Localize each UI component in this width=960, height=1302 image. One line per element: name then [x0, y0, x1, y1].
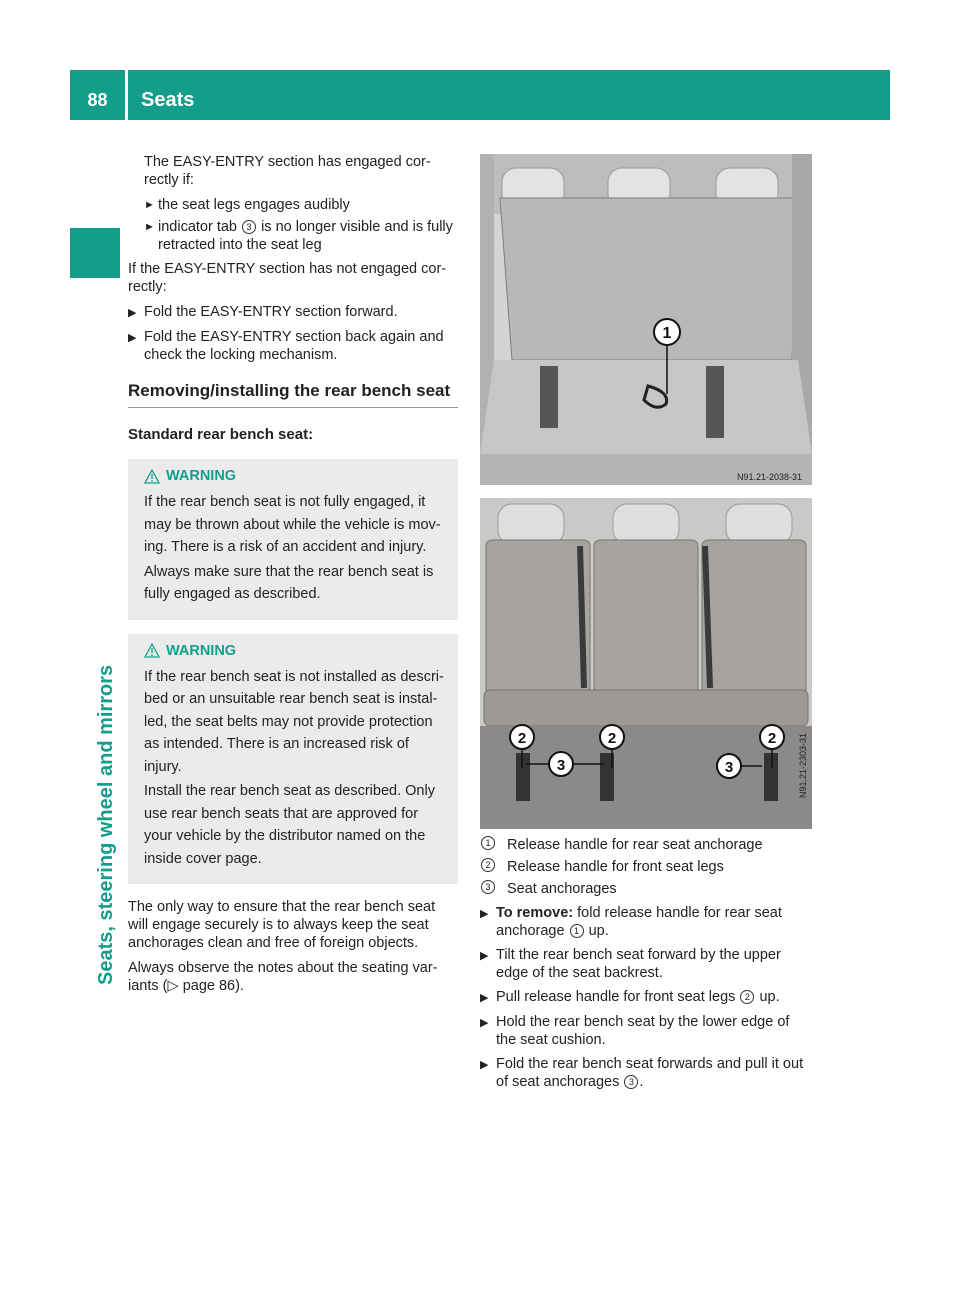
page-ref-arrow-icon: ▷ — [167, 978, 179, 994]
bullet-item: ► the seat legs engages audibly — [144, 197, 350, 213]
legend-item: 3 Seat anchorages — [480, 880, 812, 898]
heading-rule — [128, 407, 458, 408]
not-engaged-paragraph: If the EASY-ENTRY section has not engaged cor-rectly: — [128, 261, 447, 295]
callout-2-label: 2 — [517, 730, 527, 747]
step-arrow-icon: ▶ — [480, 1017, 489, 1029]
step-item: ▶ Fold the rear bench seat forwards and pull it out of seat anchorages 3 . — [480, 1056, 804, 1090]
step-item: ▶ Pull release handle for front seat legs 2 up. — [480, 989, 780, 1005]
header-divider — [125, 70, 128, 120]
callout-1-icon: 1 — [570, 924, 584, 938]
bullet-item: ► indicator tab 3 is no longer visible and is fully retracted into the seat leg — [144, 219, 453, 253]
legend-item: 2 Release handle for front seat legs — [480, 858, 812, 876]
step-arrow-icon: ▶ — [480, 908, 489, 920]
callout-3-icon: 3 — [624, 1075, 638, 1089]
step-item: ▶ Fold the EASY-ENTRY section back again and check the locking mechanism. — [128, 329, 444, 363]
step-item: ▶ Fold the EASY-ENTRY section forward. — [128, 304, 398, 320]
warning-title: WARNING — [166, 642, 237, 659]
callout-2-icon: 2 — [481, 858, 495, 872]
callout-2-label: 2 — [767, 730, 777, 747]
section-tab-marker — [70, 228, 120, 278]
section-heading: Removing/installing the rear bench seat — [128, 381, 451, 400]
warning-triangle-icon — [144, 469, 160, 484]
section-title-vertical: Seats, steering wheel and mirrors — [95, 664, 117, 985]
warning-text: Install the rear bench seat as described. Only use rear bench seats that are approved for your vehicle by the distributor named on the inside cover page. — [144, 783, 435, 867]
legend-item: 1 Release handle for rear seat anchorage — [480, 836, 812, 854]
step-item: ▶ To remove: fold release handle for rear seat anchorage 1 up. — [480, 905, 782, 939]
rear-bench-rear-view-image — [480, 154, 812, 485]
callout-3-label: 3 — [724, 759, 734, 776]
step-arrow-icon: ▶ — [128, 332, 137, 344]
warning-box — [128, 634, 458, 885]
callout-1-label: 1 — [662, 325, 672, 342]
warning-text: If the rear bench seat is not installed as descri-bed or an unsuitable rear bench seat is instal-led, the seat belts may not provide protection as intended. There is an increased risk of injury. — [144, 668, 444, 775]
callout-3-icon: 3 — [242, 220, 256, 234]
step-item: ▶ Hold the rear bench seat by the lower edge of the seat cushion. — [480, 1014, 790, 1048]
callout-1-icon: 1 — [481, 836, 495, 850]
rear-bench-front-view-image — [480, 498, 812, 829]
body-paragraph: The only way to ensure that the rear bench seat will engage securely is to always keep the seat anchorages clean and free of foreign objects. — [128, 899, 436, 951]
warning-triangle-icon — [144, 643, 160, 658]
warning-text: If the rear bench seat is not fully engaged, it may be thrown about while the vehicle is mov-ing. There is a risk of an accident and injury. — [144, 494, 441, 555]
callout-2-label: 2 — [607, 730, 617, 747]
step-arrow-icon: ▶ — [480, 992, 489, 1004]
right-column — [480, 836, 812, 1097]
image-code: N91.21-2303-31 — [798, 732, 808, 798]
page-title: Seats — [141, 89, 195, 111]
callout-3-icon: 3 — [481, 880, 495, 894]
bullet-icon: ► — [144, 199, 155, 211]
step-arrow-icon: ▶ — [480, 950, 489, 962]
step-item: ▶ Tilt the rear bench seat forward by the upper edge of the seat backrest. — [480, 947, 781, 981]
step-arrow-icon: ▶ — [480, 1059, 489, 1071]
intro-paragraph: The EASY-ENTRY section has engaged cor-rectly if: — [144, 154, 431, 188]
page-number: 88 — [87, 90, 108, 110]
warning-title: WARNING — [166, 468, 237, 484]
callout-2-icon: 2 — [740, 990, 754, 1004]
bullet-icon: ► — [144, 221, 155, 233]
step-arrow-icon: ▶ — [128, 307, 137, 319]
warning-text: Always make sure that the rear bench seat is fully engaged as described. — [144, 563, 434, 602]
left-column — [128, 153, 458, 1002]
subheading: Standard rear bench seat: — [128, 426, 314, 443]
page-reference[interactable]: page 86). — [182, 978, 244, 994]
warning-box — [128, 459, 458, 620]
callout-3-label: 3 — [556, 757, 566, 774]
image-code: N91.21-2038-31 — [736, 472, 802, 482]
body-paragraph: Always observe the notes about the seating var-iants (▷ page 86). — [128, 960, 438, 994]
